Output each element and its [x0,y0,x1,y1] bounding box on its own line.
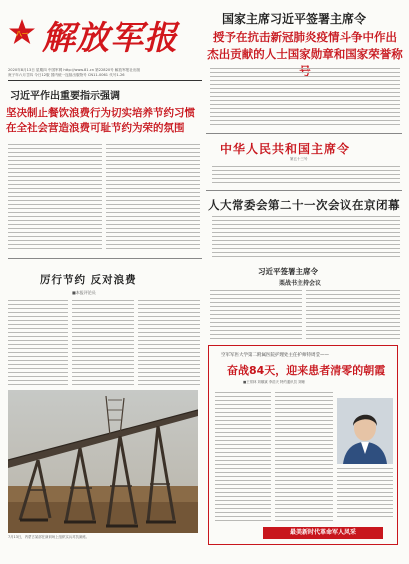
box-kicker: 空军军医大学第二附属医院护理处主任护师特周莹—— [221,353,329,358]
box-headline: 奋战84天，迎来患者清零的朝霞 [227,364,386,377]
box-byline: ■王常林 刘顺斌 李浩天 特约通讯员 刘姗 [243,380,305,384]
feature-box [208,345,398,545]
feature-headline: 厉行节约 反对浪费 [40,274,137,286]
npc-headline: 人大常委会第二十一次会议在京闭幕 [208,198,400,212]
headline-line: 杰出贡献的人士国家勋章和国家荣誉称 [207,47,403,61]
body-text-block [138,300,200,388]
feature-byline: ■本报评论员 [72,290,96,295]
lead-headline [6,106,206,136]
body-text-block [210,290,302,342]
body-text-block [210,68,400,128]
body-text-block [212,216,400,260]
body-text-block [215,392,271,523]
news-photo [8,390,198,533]
body-text-block [275,392,333,523]
svg-text:八一: 八一 [15,31,29,38]
masthead-rule [8,80,202,81]
masthead [8,8,200,64]
headline-line: 授予在抗击新冠肺炎疫情斗争中作出 [213,30,397,44]
headline-line: 在全社会营造浪费可耻节约为荣的氛围 [6,122,185,134]
portrait-photo [337,398,393,464]
newspaper-name: 解放军报 [42,18,178,57]
body-text-block [212,166,400,186]
order-number: 第五十三号 [290,157,308,161]
headline-line: 坚决制止餐饮浪费行为切实培养节约习惯 [6,107,195,119]
body-text-block [106,144,200,252]
body-text-block [72,300,134,388]
series-banner: 最美新时代革命军人风采 [263,527,383,539]
lead-subtitle: 习近平作出重要指示强调 [10,91,120,102]
order-headline: 中华人民共和国主席令 [220,142,351,156]
red-star-icon [8,18,36,46]
npc-subheadline-2: 栗战书主持会议 [279,280,322,287]
top-right-label: 国家主席习近平签署主席令 [222,12,367,26]
body-text-block [8,144,102,252]
meta-line: 2020年8月13日 星期四 中国军网 http://www.81.cn 第22820号 解放军报社出版 [8,68,141,72]
body-text-block [337,468,393,520]
meta-line: 庚子年六月廿四 今日12版 国内统一连续出版物号 CN11-0061 代号1-26 [8,73,125,77]
section-rule [206,190,402,191]
npc-subheadline: 习近平签署主席令 [258,267,318,276]
section-rule [206,133,402,134]
section-rule [8,258,202,259]
masthead-meta [8,68,198,78]
body-text-block [8,300,68,388]
photo-caption: 7月13日，内蒙古某部在演训场上组织实兵对抗演练。 [8,535,90,539]
body-text-block [306,290,400,342]
